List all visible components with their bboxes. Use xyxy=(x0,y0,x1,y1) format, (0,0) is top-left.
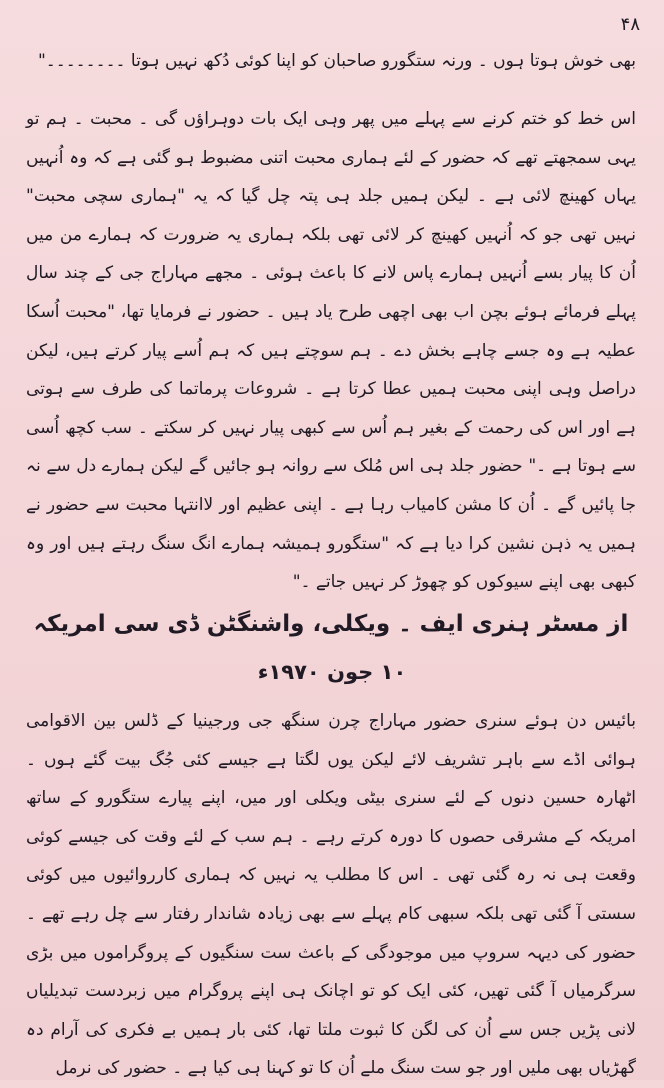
paragraph-closing-remarks: اس خط کو ختم کرنے سے پہلے میں پھر وہی ایک بات دوہراؤں گی ۔ محبت ۔ ہم تو یہی سمجھتے تھے کہ حضور کے لئے ہماری محبت اتنی مضبوط ہو گئی ہے کہ وہ اُنہیں یہاں کھینچ لائی ہے ۔ لیکن ہمیں جلد ہی پتہ چل گیا کہ یہ "ہماری سچی محبت" نہیں تھی جو کہ اُنہیں کھینچ کر لائی تھی بلکہ ہماری یہ ضرورت کہ ہمارے من میں اُن کا پیار بسے اُنہیں ہمارے پاس لانے کا باعث ہوئی ۔ مجھے مہاراج جی کے چند سال پہلے فرمائے ہوئے بچن اب بھی اچھی طرح یاد ہیں ۔ حضور نے فرمایا تھا، "محبت اُسکا عطیہ ہے وہ جسے چاہے بخش دے ۔ ہم سوچتے ہیں کہ ہم اُسے پیار کرتے ہیں، لیکن دراصل وہی اپنی محبت ہمیں عطا کرتا ہے ۔ شروعات پرماتما کی طرف سے ہوتی ہے اور اس کی رحمت کے بغیر ہم اُس سے کبھی پیار نہیں کر سکتے ۔ سب کچھ اُسی سے ہوتا ہے ۔" حضور جلد ہی اس مُلک سے روانہ ہو جائیں گے لیکن ہمارے دل سے نہ جا پائیں گے ۔ اُن کا مشن کامیاب رہا ہے ۔ اپنی عظیم اور لاانتہا محبت سے حضور نے ہمیں یہ ذہن نشین کرا دیا ہے کہ "ستگورو ہمیشہ ہمارے انگ سنگ رہتے ہیں اور وہ کبھی بھی اپنے سیوکوں کو چھوڑ کر نہیں جاتے ۔" xyxy=(26,109,636,593)
paragraph-letter-ending: بھی خوش ہوتا ہوں ۔ ورنہ ستگورو صاحبان کو اپنا کوئی دُکھ نہیں ہوتا ۔۔۔۔۔۔۔۔" xyxy=(37,51,636,71)
page-number: ۴۸ xyxy=(620,14,640,35)
letter-date: ۱۰ جون ۱۹۷۰ء xyxy=(257,660,407,684)
paragraph-letter-body: بائیس دن ہوئے سنری حضور مہاراج چرن سنگھ جی ورجینیا کے ڈلس بین الاقوامی ہوائی اڈے سے باہر تشریف لائے لیکن یوں لگتا ہے جیسے کئی جُگ بیت گئے ہوں ۔ اٹھارہ حسین دنوں کے لئے سنری بیٹی ویکلی اور میں، اپنے پیارے ستگورو کے ساتھ امریکہ کے مشرقی حصوں کا دورہ کرتے رہے ۔ ہم سب کے لئے وقت کی جیسے کوئی وقعت ہی نہ رہ گئی تھی ۔ اس کا مطلب یہ نہیں کہ ہماری کارروائیوں میں کوئی سستی آ گئی تھی بلکہ سبھی کام پہلے سے بھی زیادہ شاندار رفتار سے چل رہے تھے ۔ حضور کی دیہہ سروپ میں موجودگی کے باعث ست سنگیوں کے پروگراموں میں بڑی سرگرمیاں آ گئی تھیں، کئی ایک کو تو اچانک ہی اپنے پروگرام میں زبردست تبدیلیاں لانی پڑیں جس سے اُن کی لگن کا ثبوت ملتا تھا، کئی بار ہمیں بے فکری کی آرام دہ گھڑیاں بھی ملیں اور جو ست سنگ ملے اُن کا تو کہنا ہی کیا ہے ۔ حضور کی نرمل xyxy=(26,711,636,1079)
section-heading: از مسٹر ہنری ایف ۔ ویکلی، واشنگٹن ڈی سی امریکہ xyxy=(33,611,629,637)
